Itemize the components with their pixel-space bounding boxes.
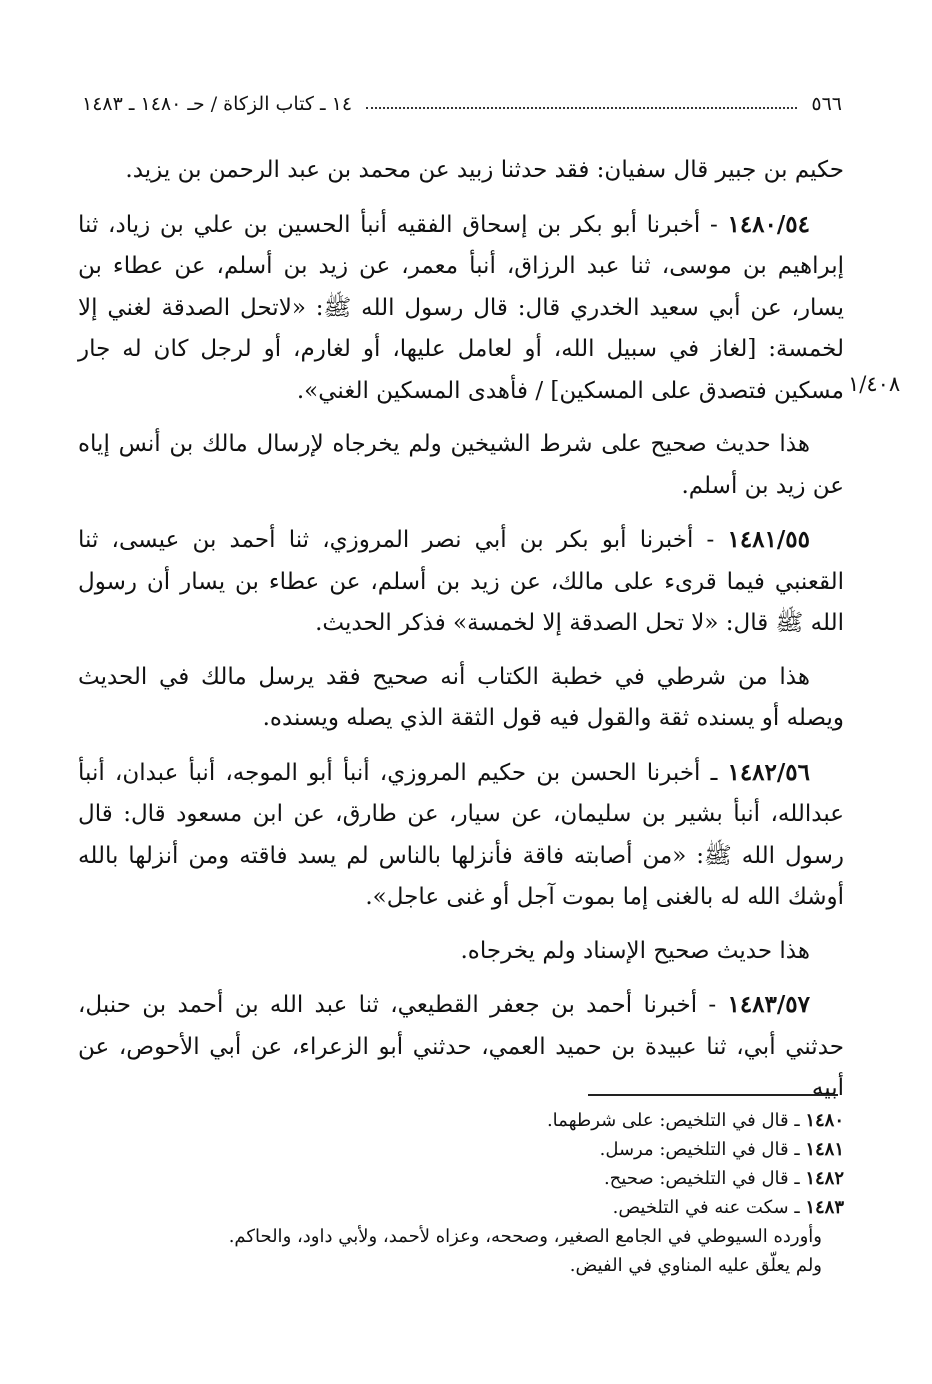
footnote-1483: [100, 1193, 844, 1222]
hadith-text: - أخبرنا أبو بكر بن إسحاق الفقيه أنبأ الحسين بن علي بن زياد، ثنا إبراهيم بن موسى، ثنا عبد الرزاق، أنبأ معمر، عن زيد بن أسلم، عن عطاء بن يسار، عن أبي سعيد الخدري قال: قال رسول الله ﷺ: «لاتحل الصدقة لغني إلا لخمسة: [لغاز في سبيل الله، أو لعامل عليها، أو لغارم، أو لرجل كان له جار مسكين فتصدق على المسكين] / فأهدى المسكين الغني».: [78, 211, 844, 404]
commentary-1480: [78, 424, 844, 507]
footnote-text: ـ قال في التلخيص: صحيح.: [603, 1168, 806, 1189]
hadith-text: - أخبرنا أبو بكر بن أبي نصر المروزي، ثنا أحمد بن عيسى، ثنا القعنبي فيما قرىء على مالك، عن زيد بن أسلم، عن عطاء بن يسار أن رسول الله ﷺ قال: «لا تحل الصدقة إلا لخمسة» فذكر الحديث.: [78, 527, 844, 636]
footnote-text: ـ قال في التلخيص: على شرطهما.: [546, 1110, 806, 1131]
hadith-number: ١٤٨٣/٥٧: [727, 991, 810, 1018]
commentary-1482: [78, 931, 844, 973]
hadith-number: ١٤٨٢/٥٦: [727, 758, 810, 786]
page-header: [82, 86, 842, 122]
header-leader-dots: [366, 107, 797, 109]
footnote-text: ـ قال في التلخيص: مرسل.: [599, 1139, 806, 1160]
footnote-extra-line: وأورده السيوطي في الجامع الصغير، وصححه، وعزاه لأحمد، ولأبي داود، والحاكم.: [228, 1226, 822, 1247]
commentary-text: هذا من شرطي في خطبة الكتاب أنه صحيح فقد يرسل مالك في الحديث ويصله أو يسنده ثقة والقول فيه قول الثقة الذي يصله ويسنده.: [78, 663, 844, 731]
hadith-1483: [78, 984, 844, 1110]
hadith-number: ١٤٨١/٥٥: [727, 526, 810, 553]
footnote-text: ـ سكت عنه في التلخيص.: [612, 1197, 806, 1218]
hadith-text: - أخبرنا أحمد بن جعفر القطيعي، ثنا عبد الله بن أحمد بن حنبل، حدثني أبي، ثنا عبيدة بن حميد العمي، حدثني أبو الزعراء، عن أبي الأحوص، عن أبيه: [78, 992, 844, 1101]
hadith-number: ١٤٨٠/٥٤: [727, 210, 810, 238]
page-number: ٥٦٦: [811, 93, 842, 115]
footnote-extra-line: ولم يعلّق عليه المناوي في الفيض.: [569, 1255, 822, 1276]
paragraph-text: حكيم بن جبير قال سفيان: فقد حدثنا زبيد عن محمد بن عبد الرحمن بن يزيد.: [125, 157, 844, 183]
footnote-number: ١٤٨٢: [805, 1168, 844, 1189]
footnote-number: ١٤٨٠: [805, 1110, 844, 1131]
footnote-number: ١٤٨٣: [805, 1197, 844, 1218]
commentary-1481: [78, 657, 844, 740]
footnote-1482: [100, 1164, 844, 1193]
commentary-text: هذا حديث صحيح الإسناد ولم يخرجاه.: [460, 937, 810, 964]
footnote-1480: [100, 1106, 844, 1135]
main-text: [78, 150, 844, 1122]
hadith-1480: [78, 204, 844, 413]
hadith-text: ـ أخبرنا الحسن بن حكيم المروزي، أنبأ أبو الموجه، أنبأ عبدان، أنبأ عبدالله، أنبأ بشير بن سليمان، عن سيار، عن طارق، عن ابن مسعود قال: قال رسول الله ﷺ: «من أصابته فاقة فأنزلها بالناس لم يسد فاقته ومن أنزلها بالله أوشك الله له بالغنى إما بموت آجل أو غنى عاجل».: [78, 759, 845, 910]
hadith-1482: [78, 752, 844, 919]
footnotes: [100, 1106, 844, 1280]
margin-reference: ١/٤٠٨: [848, 372, 901, 396]
running-title: ١٤ ـ كتاب الزكاة / حـ ١٤٨٠ ـ ١٤٨٣: [82, 93, 353, 115]
paragraph-continuation: [78, 150, 844, 192]
footnote-separator: [588, 1094, 838, 1096]
commentary-text: هذا حديث صحيح على شرط الشيخين ولم يخرجاه لإرسال مالك بن أنس إياه عن زيد بن أسلم.: [78, 431, 844, 499]
hadith-1481: [78, 519, 844, 645]
footnote-1481: [100, 1135, 844, 1164]
footnote-number: ١٤٨١: [805, 1139, 844, 1160]
